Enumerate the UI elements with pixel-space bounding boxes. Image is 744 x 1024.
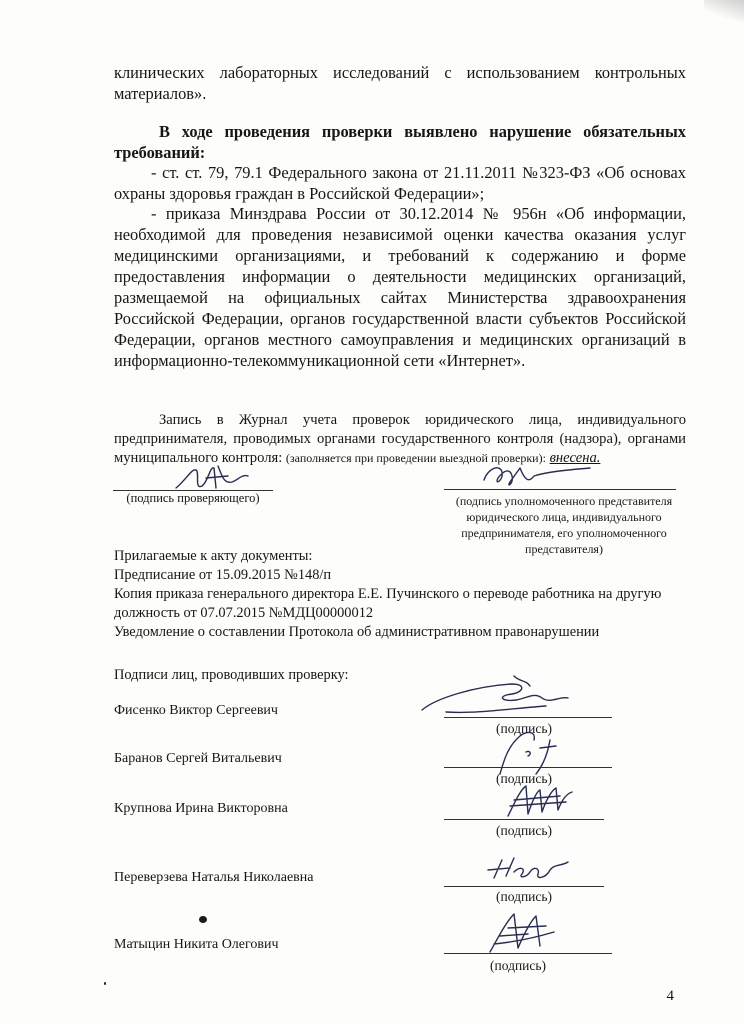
signature-fisenko-icon bbox=[416, 672, 576, 722]
attachment-item: Копия приказа генерального директора Е.Е. Пучинского о переводе работника на другую должность от 07.07.2015 №МДЦ00000012 bbox=[114, 586, 662, 621]
signatures-heading: Подписи лиц, проводивших проверку: bbox=[114, 667, 349, 683]
inspector-name: Матыцин Никита Олегович bbox=[114, 937, 279, 952]
signature-matytsin-icon bbox=[484, 908, 564, 958]
inspector-signature-caption: (подпись проверяющего) bbox=[126, 491, 260, 505]
violation-item-1: - ст. ст. 79, 79.1 Федерального закона от 21.11.2011 №323-ФЗ «Об основах охраны здоровья граждан в Российской Федерации»; bbox=[114, 163, 686, 203]
journal-text: Запись в Журнал учета проверок юридического лица, индивидуального предпринимателя, проводимых органами государственного контроля (надзора), органами муниципального контроля: bbox=[114, 412, 686, 466]
journal-handwritten-entry: внесена. bbox=[549, 450, 601, 466]
inspector-name: Крупнова Ирина Викторовна bbox=[114, 801, 288, 816]
scan-speck bbox=[104, 982, 106, 985]
inspector-name: Баранов Сергей Витальевич bbox=[114, 751, 282, 766]
signature-line bbox=[444, 819, 604, 820]
signature-line bbox=[444, 717, 612, 718]
signature-caption: (подпись) bbox=[490, 958, 547, 973]
signature-caption: (подпись) bbox=[496, 823, 553, 838]
inspector-name: Переверзева Наталья Николаевна bbox=[114, 870, 314, 885]
paragraph-continuation: клинических лабораторных исследований с использованием контрольных материалов». bbox=[114, 63, 686, 103]
representative-signature-caption: (подпись уполномоченного представителя юридического лица, индивидуального предпринимателя, его уполномоченного представителя) bbox=[455, 494, 673, 556]
attachment-item: Предписание от 15.09.2015 №148/п bbox=[114, 567, 332, 583]
signature-line bbox=[444, 767, 612, 768]
representative-signature-line bbox=[444, 489, 676, 490]
signature-caption: (подпись) bbox=[496, 721, 553, 736]
signature-line bbox=[444, 886, 604, 887]
signature-caption: (подпись) bbox=[496, 889, 553, 904]
violation-heading: В ходе проведения проверки выявлено нарушение обязательных требований: bbox=[114, 122, 686, 162]
page-number: 4 bbox=[666, 988, 674, 1004]
journal-note: (заполняется при проведении выездной проверки): bbox=[285, 451, 546, 465]
signature-pereverzeva-icon bbox=[484, 852, 574, 886]
attachments-heading: Прилагаемые к акту документы: bbox=[114, 548, 313, 564]
signature-line bbox=[444, 953, 612, 954]
violation-item-2: - приказа Минздрава России от 30.12.2014 № 956н «Об информации, необходимой для проведения независимой оценки качества оказания услуг медицинскими организациями, и требований к содержанию и форме предоставления информации о деятельности медицинских организаций, размещаемой на официальных сайтах Министерства здравоохранения Российской Федерации, органов государственной власти субъектов Российской Федерации, органов местного самоуправления и медицинских организаций в информационно-телекоммуникационной сети «Интернет». bbox=[114, 204, 686, 370]
signature-caption: (подпись) bbox=[496, 771, 553, 786]
attachment-item: Уведомление о составлении Протокола об административном правонарушении bbox=[114, 624, 600, 640]
representative-signature-icon bbox=[476, 454, 596, 494]
ink-spot bbox=[199, 916, 207, 923]
inspector-name: Фисенко Виктор Сергеевич bbox=[114, 703, 278, 718]
scan-edge-shadow bbox=[704, 0, 744, 22]
